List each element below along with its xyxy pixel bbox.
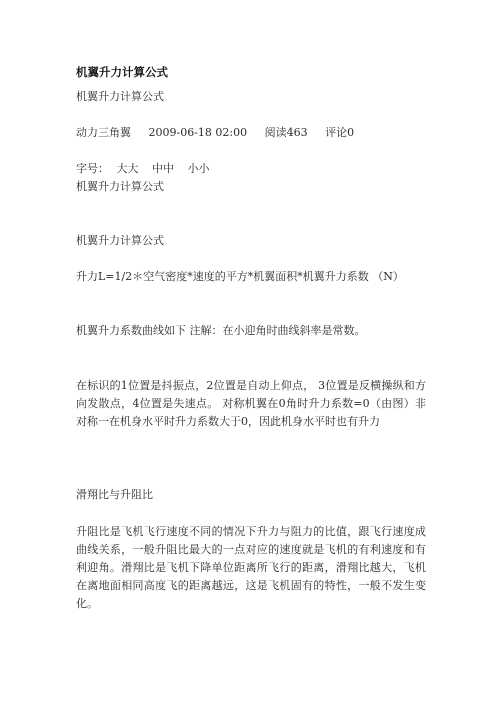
lift-curve-note: 机翼升力系数曲线如下 注解：在小迎角时曲线斜率是常数。 xyxy=(76,324,366,337)
author-name[interactable]: 动力三角翼 xyxy=(76,126,131,139)
curve-positions-paragraph: 在标识的1位置是抖振点，2位置是自动上仰点， 3位置是反横操纵和方向发散点，4位置是失速点。 对称机翼在0角时升力系数=0（由图）非对称一在机身水平时升力系数大于0，因此机身水平时也有升力 xyxy=(76,379,426,428)
lift-formula: 升力L=1/2＊空气密度*速度的平方*机翼面积*机翼升力系数 （N） xyxy=(76,270,404,283)
document-subtitle: 机翼升力计算公式 xyxy=(76,90,164,103)
glide-ratio-paragraph: 升阻比是飞机飞行速度不同的情况下升力与阻力的比值，跟飞行速度成曲线关系，一般升阻比最大的一点对应的速度就是飞机的有利速度和有利迎角。滑翔比是飞机下降单位距离所飞行的距离，滑翔比越大，飞机在离地面相同高度飞的距离越远，这是飞机固有的特性，一般不发生变化。 xyxy=(76,525,426,610)
post-meta xyxy=(76,124,368,142)
section-heading: 滑翔比与升阻比 xyxy=(76,488,153,501)
read-count: 阅读463 xyxy=(264,126,308,139)
repeated-heading: 机翼升力计算公式 xyxy=(76,180,164,193)
font-size-label: 字号： xyxy=(76,162,109,175)
comment-count[interactable]: 评论0 xyxy=(325,126,355,139)
post-datetime: 2009-06-18 02:00 xyxy=(148,126,248,139)
font-size-large-option[interactable]: 大大 xyxy=(116,162,139,175)
document-title: 机翼升力计算公式 xyxy=(76,65,168,79)
font-size-medium-option[interactable]: 中中 xyxy=(152,162,174,175)
font-size-selector xyxy=(76,160,220,178)
font-size-small-option[interactable]: 小小 xyxy=(187,162,210,175)
content-heading: 机翼升力计算公式 xyxy=(76,234,164,247)
